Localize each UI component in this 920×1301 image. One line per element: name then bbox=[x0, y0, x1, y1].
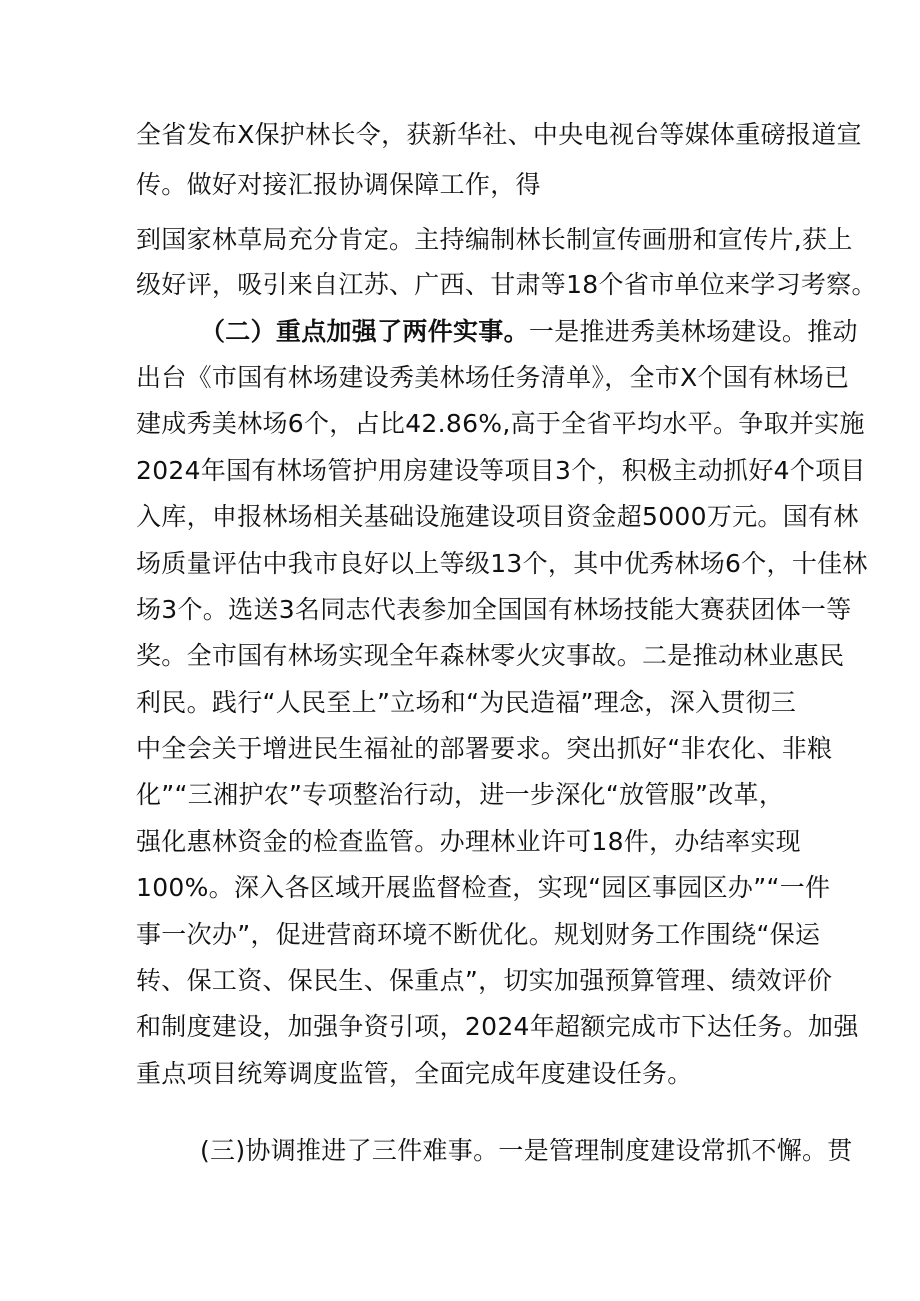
paragraph-line-20: 和制度建设，加强争资引项，2024年超额完成市下达任务。加强 bbox=[136, 1012, 859, 1041]
paragraph-line-14: 中全会关于增进民生福祉的部署要求。突出抓好“非农化、非粮 bbox=[136, 734, 833, 763]
paragraph-line-8: 2024年国有林场管护用房建设等项目3个，积极主动抓好4个项目 bbox=[136, 456, 866, 485]
paragraph-line-13: 利民。践行“人民至上”立场和“为民造福”理念，深入贯彻三 bbox=[136, 688, 797, 717]
paragraph-line-7: 建成秀美林场6个，占比42.86%,高于全省平均水平。争取并实施 bbox=[136, 409, 865, 438]
paragraph-line-19: 转、保工资、保民生、保重点”，切实加强预算管理、绩效评价 bbox=[136, 966, 833, 995]
paragraph-line-1: 全省发布X保护林长令，获新华社、中央电视台等媒体重磅报道宣 bbox=[136, 120, 862, 149]
paragraph-line-18: 事一次办”，促进营商环境不断优化。规划财务工作围绕“保运 bbox=[136, 920, 821, 949]
paragraph-line-16: 强化惠林资金的检查监管。办理林业许可18件，办结率实现 bbox=[136, 827, 801, 856]
paragraph-line-11: 场3个。选送3名同志代表参加全国国有林场技能大赛获团体一等 bbox=[136, 595, 852, 624]
paragraph-line-15: 化”“三湘护农”专项整治行动，进一步深化“放管服”改革， bbox=[136, 780, 785, 809]
paragraph-line-3: 到国家林草局充分肯定。主持编制林长制宣传画册和宣传片,获上 bbox=[136, 225, 853, 254]
paragraph-line-10: 场质量评估中我市良好以上等级13个，其中优秀林场6个，十佳林 bbox=[136, 549, 868, 578]
paragraph-line-6: 出台《市国有林场建设秀美林场任务清单》，全市X个国有林场已 bbox=[136, 363, 850, 392]
section-two-first-sentence: 一是推进秀美林场建设。推动 bbox=[528, 317, 858, 346]
paragraph-line-21: 重点项目统筹调度监管，全面完成年度建设任务。 bbox=[136, 1059, 693, 1088]
section-two-line-1 bbox=[200, 317, 858, 347]
paragraph-line-12: 奖。全市国有林场实现全年森林零火灾事故。二是推动林业惠民 bbox=[136, 641, 845, 670]
paragraph-line-4: 级好评，吸引来自江苏、广西、甘肃等18个省市单位来学习考察。 bbox=[136, 270, 877, 299]
section-three-line-1: (三)协调推进了三件难事。一是管理制度建设常抓不懈。贯 bbox=[200, 1136, 853, 1165]
paragraph-line-9: 入库，申报林场相关基础设施建设项目资金超5000万元。国有林 bbox=[136, 502, 859, 531]
paragraph-line-17: 100%。深入各区域开展监督检查，实现“园区事园区办”“一件 bbox=[136, 873, 831, 902]
section-two-heading: （二）重点加强了两件实事。 bbox=[200, 317, 529, 346]
paragraph-line-2: 传。做好对接汇报协调保障工作，得 bbox=[136, 170, 541, 199]
